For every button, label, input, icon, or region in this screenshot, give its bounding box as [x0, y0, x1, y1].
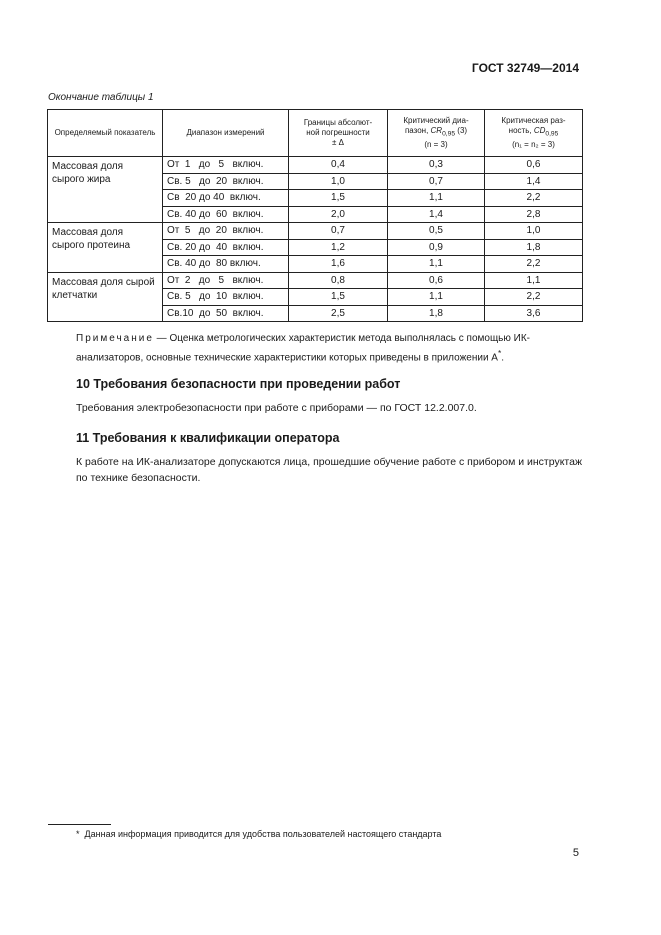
error-cell: 1,5 — [289, 190, 388, 207]
footnote — [76, 829, 441, 839]
header-cd-symbol: CD — [533, 126, 546, 136]
header-range: Диапазон измерений — [163, 110, 289, 157]
section-10-text: Требования электробезопасности при работе с приборами — по ГОСТ 12.2.007.0. — [76, 402, 477, 414]
indicator-cell: Массовая доля сырого жира — [48, 157, 163, 223]
indicator-cell: Массовая доля сырой клетчатки — [48, 272, 163, 322]
table-header-row — [48, 110, 583, 157]
section-11-text: К работе на ИК-анализаторе допускаются лица, прошедшие обучение работе с прибором и инструктаж по технике безопасности. — [76, 456, 582, 484]
header-indicator: Определяемый показатель — [48, 110, 163, 157]
error-cell: 1,5 — [289, 289, 388, 306]
range-cell: Св. 5 до 20 включ. — [163, 173, 289, 190]
footnote-text: Данная информация приводится для удобства пользователей настоящего стандарта — [84, 829, 442, 839]
range-cell: Св.10 до 50 включ. — [163, 305, 289, 322]
table-note — [76, 331, 582, 365]
error-cell: 0,4 — [289, 157, 388, 174]
cd-cell: 2,2 — [485, 190, 583, 207]
indicator-cell: Массовая доля сырого протеина — [48, 223, 163, 273]
header-cr-subscript: 0,95 — [442, 130, 456, 138]
cd-cell: 1,1 — [485, 272, 583, 289]
error-cell: 1,2 — [289, 239, 388, 256]
header-cr-symbol: CR — [430, 126, 443, 136]
header-cr-line1: Критический диа- — [403, 116, 469, 126]
document-number: ГОСТ 32749—2014 — [471, 61, 579, 75]
table-row — [48, 272, 583, 289]
header-cd-line1: Критическая раз- — [501, 116, 566, 126]
cr-cell: 0,7 — [388, 173, 485, 190]
footnote-separator — [48, 824, 111, 825]
cd-cell: 2,8 — [485, 206, 583, 223]
table-row — [48, 223, 583, 240]
header-error-line2: ной погрешности — [306, 128, 370, 137]
cr-cell: 0,9 — [388, 239, 485, 256]
cr-cell: 1,1 — [388, 190, 485, 207]
cd-cell: 2,2 — [485, 289, 583, 306]
range-cell: Св. 5 до 10 включ. — [163, 289, 289, 306]
cr-cell: 0,5 — [388, 223, 485, 240]
header-cd-line2a: ность, — [508, 126, 534, 136]
cd-cell: 3,6 — [485, 305, 583, 322]
range-cell: От 5 до 20 включ. — [163, 223, 289, 240]
cd-cell: 0,6 — [485, 157, 583, 174]
range-cell: От 1 до 5 включ. — [163, 157, 289, 174]
error-cell: 1,0 — [289, 173, 388, 190]
note-text: — Оценка метрологических характеристик метода выполнялась с помощью ИК-анализаторов, основные технические характеристики которых приведены в приложении А — [76, 333, 531, 364]
cr-cell: 0,6 — [388, 272, 485, 289]
error-cell: 0,7 — [289, 223, 388, 240]
error-cell: 1,6 — [289, 256, 388, 273]
range-cell: От 2 до 5 включ. — [163, 272, 289, 289]
page-number: 5 — [572, 847, 579, 859]
header-cd-line3: (n₁ = n₂ = 3) — [512, 139, 555, 149]
header-cr-line2a: пазон, — [404, 126, 431, 136]
range-cell: Св. 40 до 80 включ. — [163, 256, 289, 273]
cr-cell: 1,8 — [388, 305, 485, 322]
cr-cell: 1,1 — [388, 289, 485, 306]
note-end: . — [501, 352, 505, 364]
error-cell: 2,5 — [289, 305, 388, 322]
note-label: Примечание — [76, 333, 154, 344]
table-row — [48, 157, 583, 174]
header-cr-line2b: (3) — [455, 126, 468, 136]
footnote-marker: * — [76, 829, 80, 839]
header-critical-difference — [485, 110, 583, 157]
error-cell: 2,0 — [289, 206, 388, 223]
note-footnote-marker: * — [497, 348, 502, 358]
header-critical-range — [388, 110, 485, 157]
cr-cell: 1,1 — [388, 256, 485, 273]
section-10-heading: 10 Требования безопасности при проведении работ — [76, 377, 401, 391]
header-error-line1: Границы абсолют- — [303, 118, 373, 127]
header-cr-line3: (n = 3) — [424, 139, 448, 149]
cr-cell: 1,4 — [388, 206, 485, 223]
cr-cell: 0,3 — [388, 157, 485, 174]
error-cell: 0,8 — [289, 272, 388, 289]
header-error — [289, 110, 388, 157]
range-cell: Св 20 до 40 включ. — [163, 190, 289, 207]
header-error-line3: ± Δ — [332, 138, 344, 147]
cd-cell: 1,8 — [485, 239, 583, 256]
cd-cell: 2,2 — [485, 256, 583, 273]
range-cell: Св. 40 до 60 включ. — [163, 206, 289, 223]
section-11-heading: 11 Требования к квалификации оператора — [76, 431, 340, 445]
header-cd-subscript: 0,95 — [545, 130, 559, 138]
table-caption: Окончание таблицы 1 — [48, 92, 154, 103]
cd-cell: 1,4 — [485, 173, 583, 190]
range-cell: Св. 20 до 40 включ. — [163, 239, 289, 256]
metrology-table — [47, 109, 583, 322]
cd-cell: 1,0 — [485, 223, 583, 240]
